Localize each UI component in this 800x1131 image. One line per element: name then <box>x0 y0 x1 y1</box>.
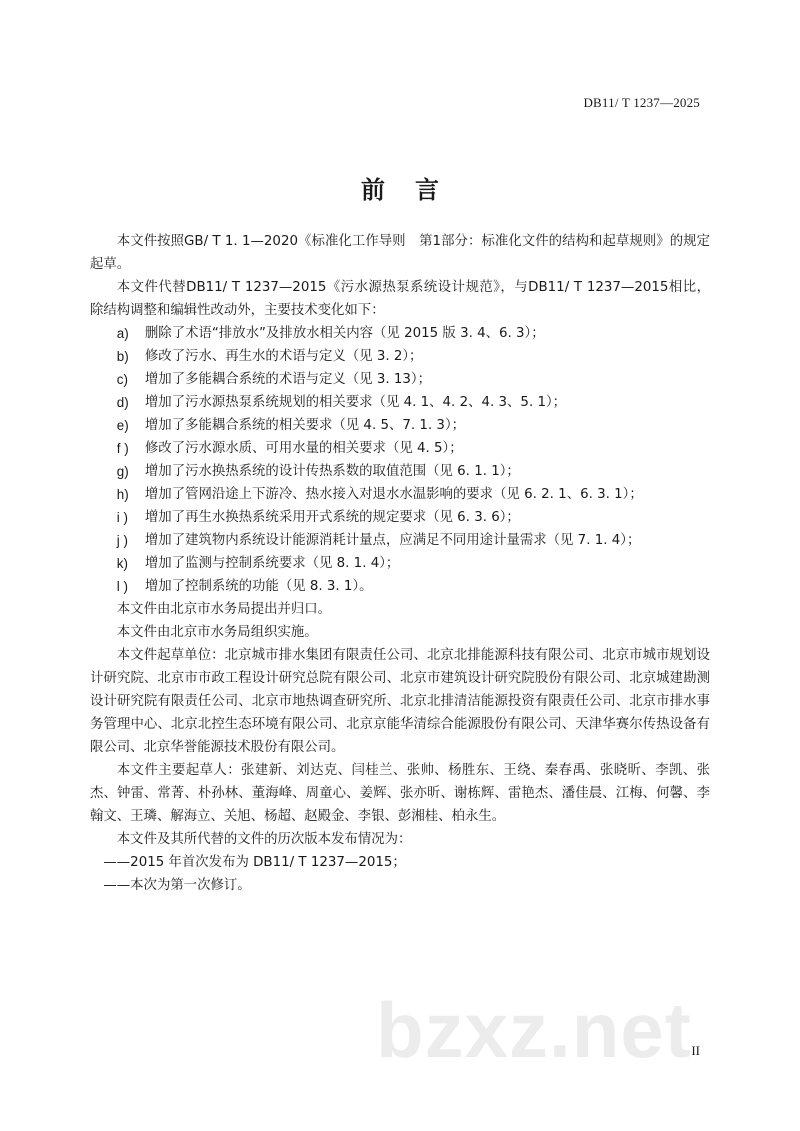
list-item <box>90 552 710 575</box>
list-text: 增加了建筑物内系统设计能源消耗计量点，应满足不同用途计量需求（见 7. 1. 4）； <box>144 533 641 548</box>
changes-list <box>90 322 710 598</box>
list-marker: g) <box>116 464 129 479</box>
list-item <box>90 437 710 460</box>
history-item: ——本次为第一次修订。 <box>103 878 251 893</box>
history-intro-paragraph: 本文件及其所代替的文件的历次版本发布情况为： <box>116 832 412 847</box>
list-text: 修改了污水源水质、可用水量的相关要求（见 4. 5）； <box>144 441 463 456</box>
list-item <box>90 414 710 437</box>
list-text: 增加了污水源热泵系统规划的相关要求（见 4. 1、4. 2、4. 3、5. 1）； <box>144 395 567 410</box>
list-marker: j ) <box>116 533 128 548</box>
list-text: 增加了管网沿途上下游冷、热水接入对退水水温影响的要求（见 6. 2. 1、6. 3. 1）； <box>144 487 643 502</box>
list-text: 增加了污水换热系统的设计传热系数的取值范围（见 6. 1. 1）； <box>144 464 520 479</box>
list-item <box>90 575 710 598</box>
intro-paragraph-1: 本文件按照GB/ T 1. 1—2020《标准化工作导则 第1部分：标准化文件的结构和起草规则》的规定起草。 <box>90 234 710 272</box>
list-marker: f ) <box>116 441 129 456</box>
list-item <box>90 460 710 483</box>
history-item: ——2015 年首次发布为 DB11/ T 1237—2015； <box>103 855 406 870</box>
list-marker: k) <box>116 556 128 571</box>
list-text: 删除了术语“排放水”及排放水相关内容（见 2015 版 3. 4、6. 3）； <box>144 326 545 341</box>
implementer-paragraph: 本文件由北京市水务局组织实施。 <box>116 625 318 640</box>
list-marker: a) <box>116 326 129 341</box>
list-text: 增加了监测与控制系统要求（见 8. 1. 4）； <box>144 556 400 571</box>
list-text: 修改了污水、再生水的术语与定义（见 3. 2）； <box>144 349 423 364</box>
intro-paragraph-2: 本文件代替DB11/ T 1237—2015《污水源热泵系统设计规范》，与DB11/ T 1237—2015相比，除结构调整和编辑性改动外，主要技术变化如下： <box>90 280 710 318</box>
list-item <box>90 368 710 391</box>
list-marker: c) <box>116 372 128 387</box>
list-text: 增加了再生水换热系统采用开式系统的规定要求（见 6. 3. 6）； <box>144 510 520 525</box>
list-item <box>90 483 710 506</box>
list-item <box>90 391 710 414</box>
document-code: DB11/ T 1237—2025 <box>583 95 700 110</box>
document-body <box>90 230 710 897</box>
watermark: bzxz.net <box>376 986 692 1074</box>
page-title: 前言 <box>361 176 469 204</box>
list-text: 增加了多能耦合系统的术语与定义（见 3. 13）； <box>144 372 431 387</box>
list-item <box>90 529 710 552</box>
drafting-units-paragraph: 本文件起草单位：北京城市排水集团有限责任公司、北京北排能源科技有限公司、北京市城市规划设计研究院、北京市市政工程设计研究总院有限公司、北京市建筑设计研究院股份有限公司、北京城建勘测设计研究院有限责任公司、北京市地热调查研究所、北京北排清洁能源投资有限责任公司、北京市排水事务管理中心、北京北控生态环境有限公司、北京京能华清综合能源股份有限公司、天津华赛尔传热设备有限公司、北京华誉能源技术股份有限公司。 <box>90 648 710 755</box>
list-text: 增加了控制系统的功能（见 8. 3. 1）。 <box>144 579 373 594</box>
list-marker: b) <box>116 349 129 364</box>
list-item <box>90 322 710 345</box>
list-marker: d) <box>116 395 129 410</box>
list-item <box>90 506 710 529</box>
list-marker: h) <box>116 487 129 502</box>
drafters-paragraph: 本文件主要起草人：张建新、刘达克、闫桂兰、张帅、杨胜东、王绕、秦春禹、张晓昕、李凯、张杰、钟雷、常菁、朴孙林、董海峰、周童心、姜辉、张亦昕、谢栋辉、雷艳杰、潘佳晨、江梅、何馨、李翰文、王璘、解海立、关旭、杨超、赵殿金、李银、彭湘桂、柏永生。 <box>90 763 710 824</box>
list-text: 增加了多能耦合系统的相关要求（见 4. 5、7. 1. 3）； <box>144 418 466 433</box>
page-number: II <box>691 1043 700 1058</box>
list-marker: e) <box>116 418 129 433</box>
list-marker: l ) <box>116 579 128 594</box>
list-item <box>90 345 710 368</box>
list-marker: i ) <box>116 510 128 525</box>
proposer-paragraph: 本文件由北京市水务局提出并归口。 <box>116 602 332 617</box>
